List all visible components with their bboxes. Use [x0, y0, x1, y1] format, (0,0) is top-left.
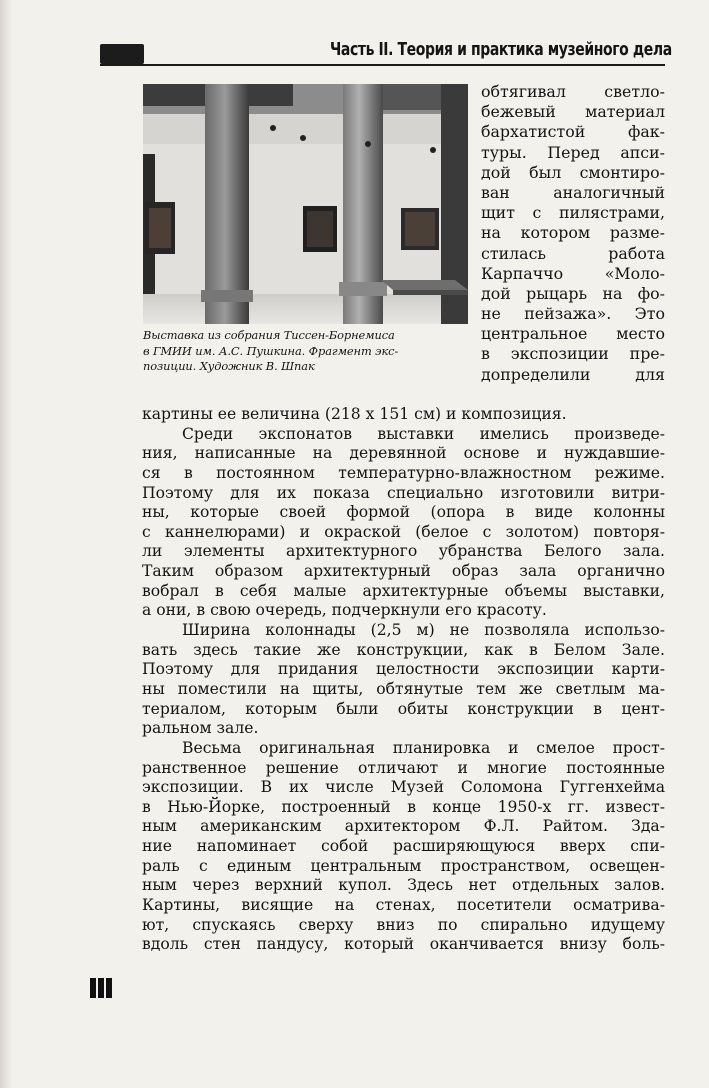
text-line: ны поместили на щиты, обтянутые тем же светлым ма-: [142, 679, 665, 698]
page-edge-shadow: [0, 0, 12, 1088]
text-line: а они, в свою очередь, подчеркнули его красоту.: [142, 601, 547, 620]
text-line: Поэтому для придания целостности экспозиции карти-: [142, 660, 665, 679]
text-line: Картины, висящие на стенах, посетители осматрива-: [142, 896, 665, 915]
text-line: Ширина колоннады (2,5 м) не позволяла использо-: [182, 621, 665, 640]
text-line: Таким образом архитектурный образ зала органично: [142, 562, 665, 581]
text-line: Поэтому для их показа специально изготовили витри-: [142, 483, 665, 502]
text-line: туры. Перед апси-: [481, 142, 665, 162]
text-line: не пейзажа». Это: [481, 304, 665, 324]
caption-line: позиции. Художник В. Шпак: [143, 359, 315, 373]
exhibition-hall-picture: [143, 84, 468, 324]
text-line: в экспозиции пре-: [481, 344, 665, 364]
header-rule: [100, 64, 665, 66]
text-line: вать здесь такие же конструкции, как в Белом Зале.: [142, 640, 665, 659]
text-line: ральном зале.: [142, 719, 259, 738]
text-line: экспозиции. В их числе Музей Соломона Гуггенхейма: [142, 778, 665, 797]
text-line: с каннелюрами) и окраской (белое с золотом) повторя-: [142, 522, 665, 541]
caption-line: Выставка из собрания Тиссен-Борнемиса: [143, 328, 395, 342]
text-line: ным американским архитектором Ф.Л. Райтом. Зда-: [142, 817, 665, 836]
text-line: допределили для: [481, 364, 665, 384]
text-line: Карпаччо «Моло-: [481, 263, 665, 283]
text-line: ны, которые своей формой (опора в виде колонны: [142, 503, 665, 522]
text-line: раль с единым центральным пространством, освещен-: [142, 856, 665, 875]
body-text: [142, 405, 665, 955]
text-line: бархатистой фак-: [481, 122, 665, 142]
text-line: ния, написанные на деревянной основе и нуждавшие-: [142, 444, 665, 463]
text-line: ся в постоянном температурно-влажностном режиме.: [142, 463, 665, 482]
text-line: ние напоминает собой расширяющуюся вверх спи-: [142, 837, 665, 856]
text-line: ли элементы архитектурного убранства Белого зала.: [142, 542, 665, 561]
side-column-text: [481, 82, 665, 385]
text-line: бежевый материал: [481, 102, 665, 122]
text-line: дой был смонтиро-: [481, 162, 665, 182]
page-number-mark: [90, 978, 120, 998]
header-marker: [100, 44, 144, 64]
exhibition-photo: [143, 84, 468, 324]
text-line: Среди экспонатов выставки имелись произведе-: [182, 424, 665, 443]
text-line: ранственное решение отличают и многие постоянные: [142, 758, 665, 777]
text-line: ван аналогичный: [481, 182, 665, 202]
text-line: обтягивал светло-: [481, 82, 665, 101]
text-line: картины ее величина (218 x 151 см) и композиция.: [142, 405, 567, 423]
text-line: вобрал в себя малые архитектурные объемы выставки,: [142, 581, 665, 600]
text-line: стилась работа: [481, 243, 665, 263]
figure-caption: [143, 328, 473, 375]
text-line: дой рыцарь на фо-: [481, 283, 665, 303]
text-line: Весьма оригинальная планировка и смелое прост-: [182, 738, 665, 757]
text-line: центральное место: [481, 324, 665, 344]
text-line: на котором разме-: [481, 223, 665, 243]
text-line: вдоль стен пандусу, который оканчивается внизу боль-: [142, 935, 665, 954]
text-line: щит с пилястрами,: [481, 203, 665, 223]
text-line: териалом, которым были обиты конструкции в цент-: [142, 699, 665, 718]
text-line: ют, спускаясь сверху вниз по спирально идущему: [142, 915, 665, 934]
text-line: в Нью-Йорке, построенный в конце 1950-х гг. извест-: [142, 797, 665, 816]
text-line: ным через верхний купол. Здесь нет отдельных залов.: [142, 876, 665, 895]
running-head: Часть II. Теория и практика музейного дела: [330, 40, 672, 60]
caption-line: в ГМИИ им. А.С. Пушкина. Фрагмент экс-: [143, 343, 399, 358]
